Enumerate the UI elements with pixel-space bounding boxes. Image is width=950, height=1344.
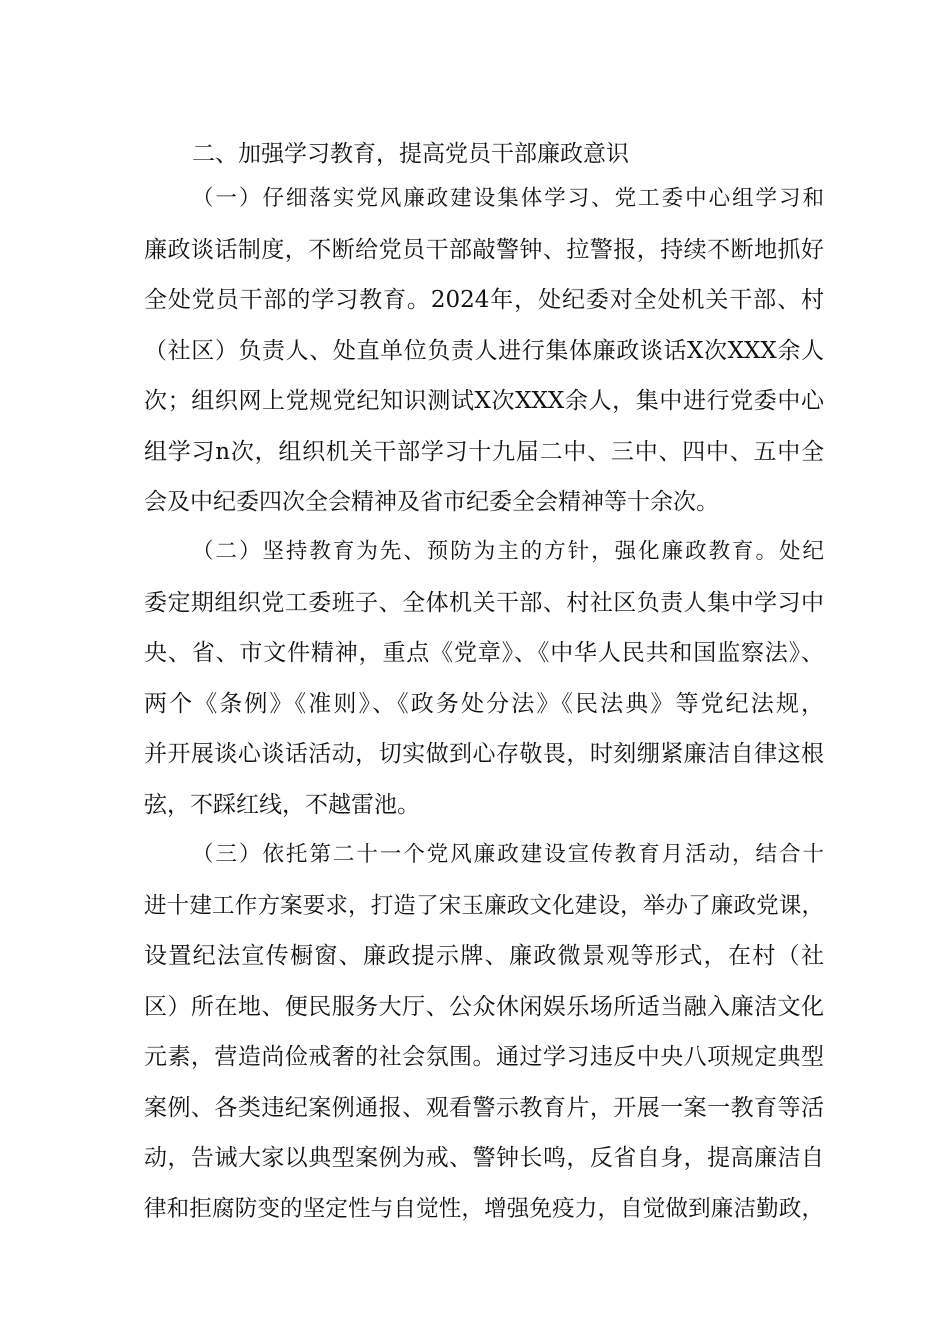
paragraph-line: 案例、各类违纪案例通报、观看警示教育片，开展一案一教育等活 (144, 1094, 824, 1121)
paragraph-2 (144, 527, 824, 830)
paragraph-3 (144, 830, 824, 1234)
paragraph-line: 并开展谈心谈话活动，切实做到心存敬畏，时刻绷紧廉洁自律这根 (144, 741, 824, 767)
paragraph-line: 次；组织网上党规党纪知识测试X次XXX余人，集中进行党委中心 (144, 388, 824, 414)
paragraph-1 (144, 174, 824, 528)
paragraph-line: 元素，营造尚俭戒奢的社会氛围。通过学习违反中央八项规定典型 (144, 1044, 824, 1070)
paragraph-line: 弦，不踩红线，不越雷池。 (144, 791, 420, 818)
paragraph-line: （三）依托第二十一个党风廉政建设宣传教育月活动，结合十 (192, 842, 824, 867)
paragraph-line: 委定期组织党工委班子、全体机关干部、村社区负责人集中学习中 (144, 589, 824, 616)
paragraph-line: 设置纪法宣传橱窗、廉政提示牌、廉政微景观等形式，在村（社 (144, 943, 824, 969)
paragraph-line: 全处党员干部的学习教育。2024年，处纪委对全处机关干部、村 (144, 287, 824, 313)
section-heading: 二、加强学习教育，提高党员干部廉政意识 (192, 141, 629, 167)
paragraph-line: （一）仔细落实党风廉政建设集体学习、党工委中心组学习和 (192, 186, 824, 211)
paragraph-line: 区）所在地、便民服务大厅、公众休闲娱乐场所适当融入廉洁文化 (144, 993, 824, 1020)
paragraph-line: （社区）负责人、处直单位负责人进行集体廉政谈话X次XXX余人 (144, 337, 824, 364)
paragraph-line: 廉政谈话制度，不断给党员干部敲警钟、拉警报，持续不断地抓好 (144, 236, 824, 263)
paragraph-line: （二）坚持教育为先、预防为主的方针，强化廉政教育。处纪 (192, 539, 824, 564)
paragraph-line: 会及中纪委四次全会精神及省市纪委全会精神等十余次。 (144, 489, 719, 515)
paragraph-line: 组学习n次，组织机关干部学习十九届二中、三中、四中、五中全 (144, 438, 824, 465)
paragraph-line: 进十建工作方案要求，打造了宋玉廉政文化建设，举办了廉政党课， (144, 892, 824, 919)
paragraph-line: 动，告诫大家以典型案例为戒、警钟长鸣，反省自身，提高廉洁自 (144, 1145, 824, 1171)
paragraph-line: 两个《条例》《准则》、《政务处分法》《民法典》等党纪法规， (144, 690, 824, 717)
paragraph-line: 律和拒腐防变的坚定性与自觉性，增强免疫力，自觉做到廉洁勤政， (144, 1195, 824, 1222)
paragraph-line: 央、省、市文件精神，重点《党章》、《中华人民共和国监察法》、 (144, 640, 824, 666)
